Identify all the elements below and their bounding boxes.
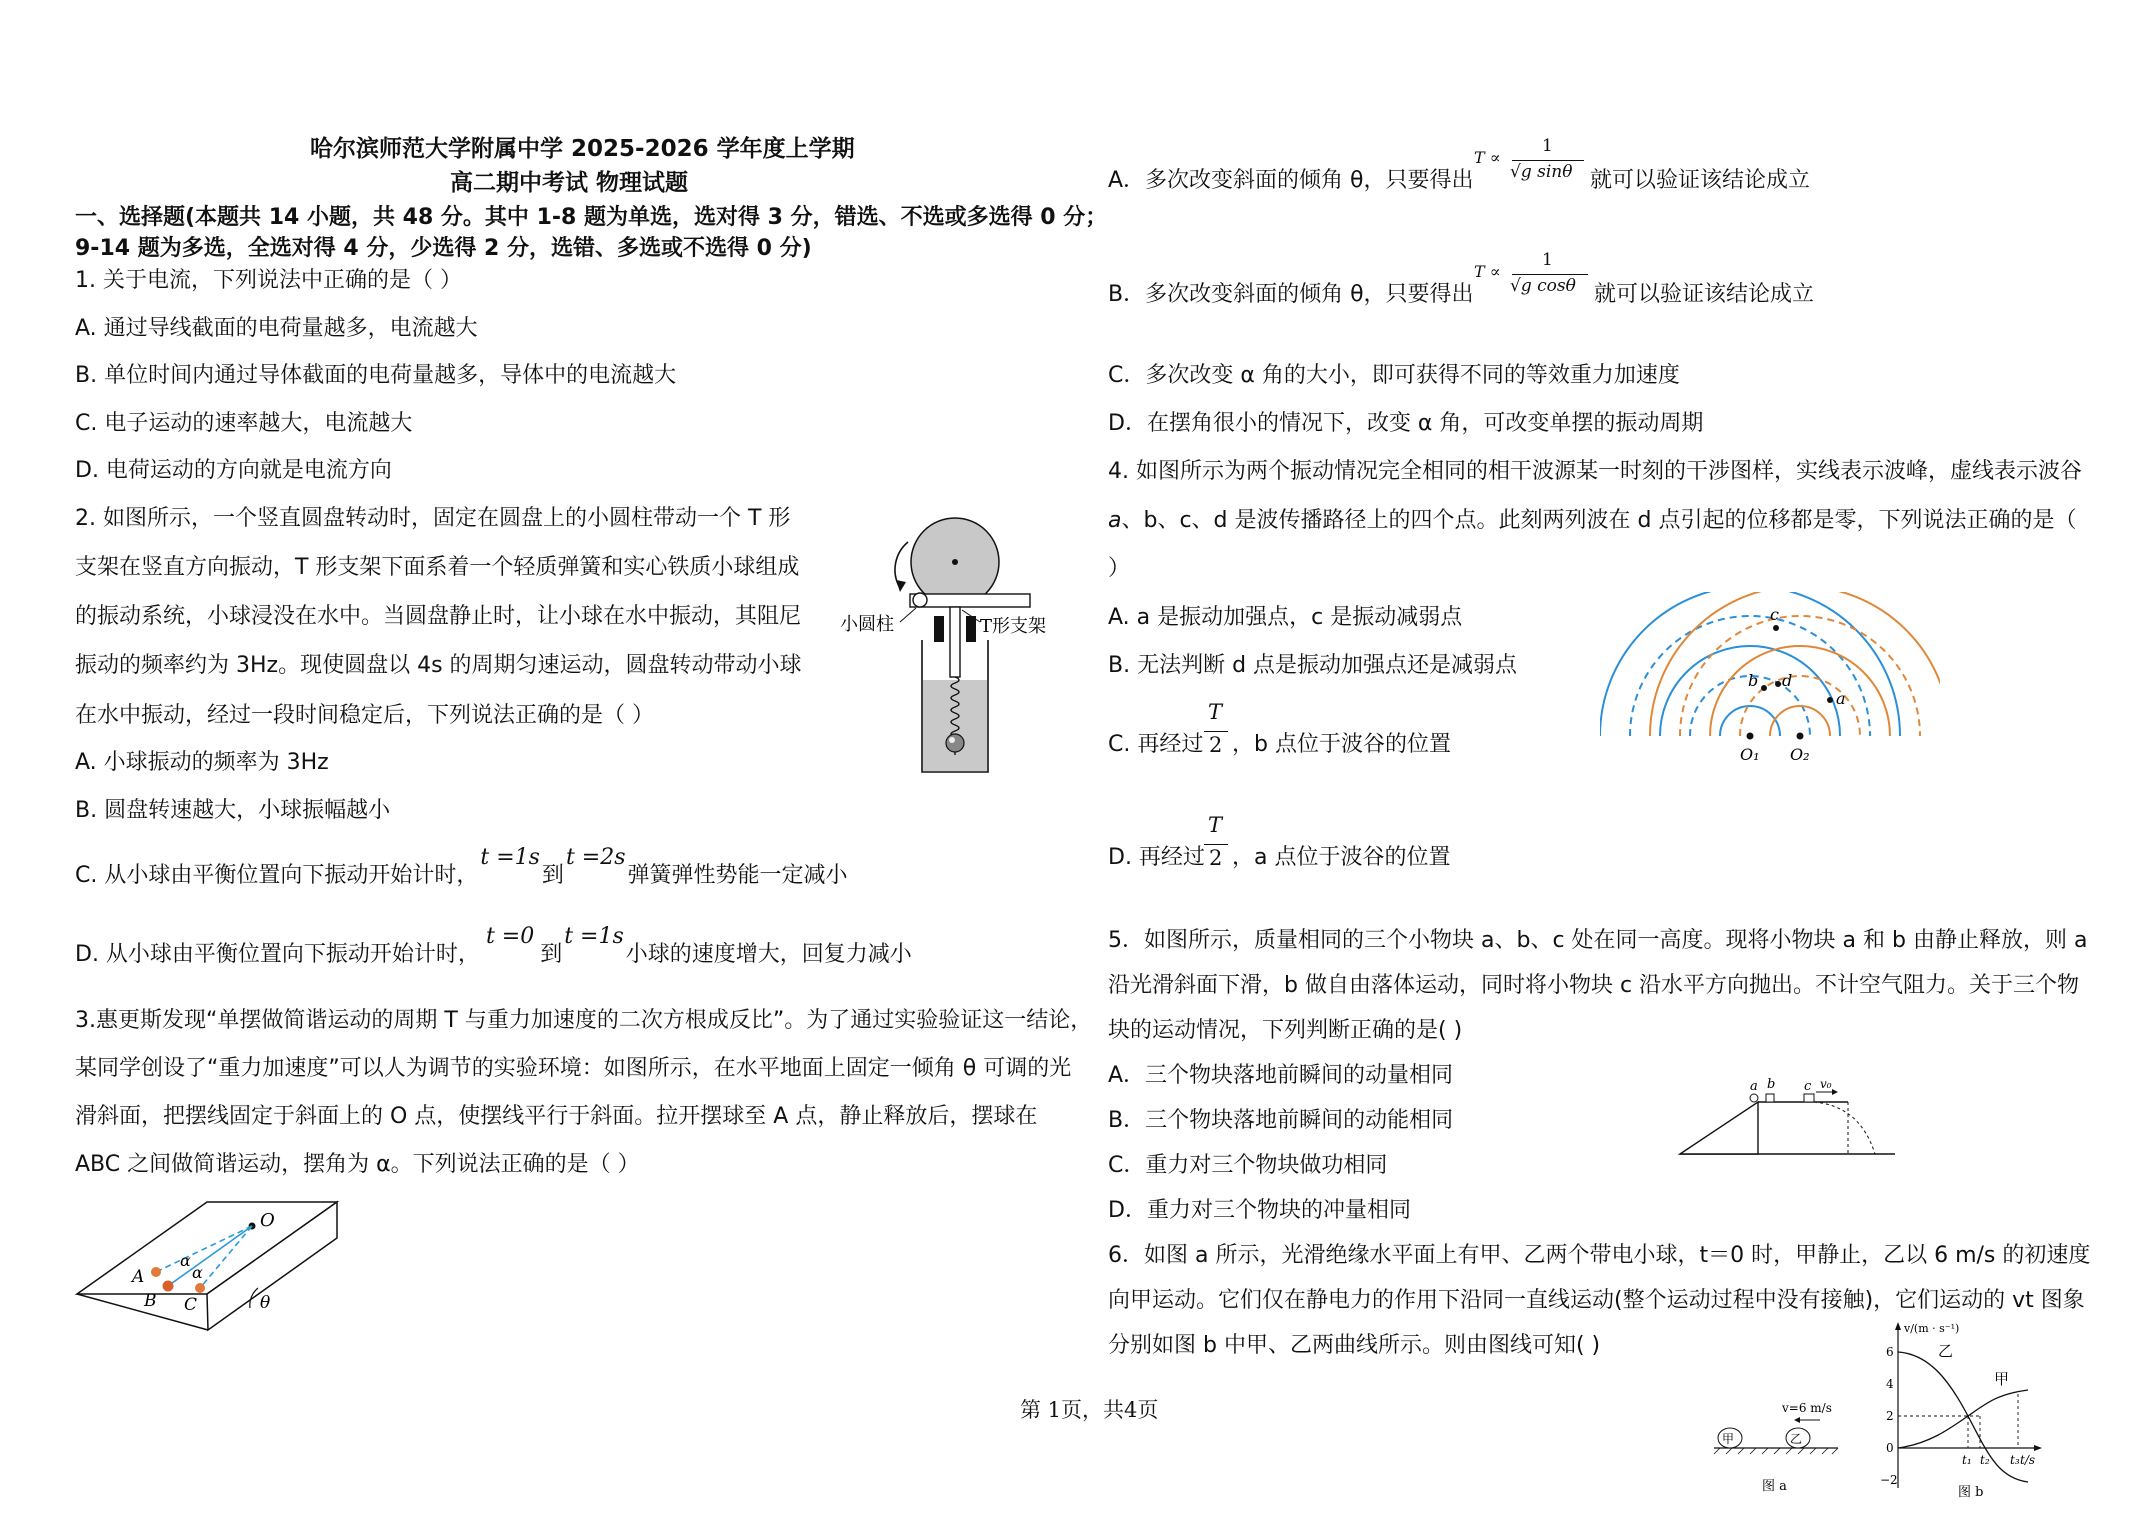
q3-option-a-tail: 就可以验证该结论成立 [1590,168,1811,193]
tick-label-2: 2 [1886,1409,1894,1423]
q2-option-c-rest: 弹簧弹性势能一定减小 [627,863,848,888]
label-a: A [132,1267,145,1287]
label-block-a: a [1750,1079,1758,1094]
q4-option-b: B. 无法判断 d 点是振动加强点还是减弱点 [1108,653,1518,678]
label-o2: O₂ [1790,745,1810,764]
q4-stem-line2 [1108,506,2076,536]
q6-figure-a [1712,1398,1842,1496]
label-block-c: c [1804,1079,1812,1094]
bob-at-c [195,1283,205,1293]
q3-option-b-formula [1474,248,1594,312]
q3-incline-pendulum-figure [72,1190,342,1340]
school-title: 哈尔滨师范大学附属中学 2025-2026 学年度上学期 [310,136,855,162]
q4-option-c-tail: ，b 点位于波谷的位置 [1232,732,1451,757]
q2-stem-line1: 2. 如图所示，一个竖直圆盘转动时，固定在圆盘上的小圆柱带动一个 T 形 [75,506,791,531]
ball-highlight [949,737,955,743]
q6-stem-line3: 分别如图 b 中甲、乙两曲线所示。则由图线可知( ) [1108,1333,1601,1358]
q3-stem-line1: 3.惠更斯发现“单摆做简谐运动的周期 T 与重力加速度的二次方根成反比”。为了通过实验验证这一结论， [75,1008,1093,1033]
point-c [1773,625,1779,631]
q1-option-c: C. 电子运动的速率越大，电流越大 [75,411,413,436]
q4-interference-figure [1600,592,1940,768]
point-d [1775,681,1781,687]
formula-a-numerator: 1 [1542,136,1553,156]
label-leader-cylinder [900,608,916,622]
label-alpha-1: α [180,1251,191,1270]
o1-crest-2 [1660,646,1840,736]
label-small-cylinder: 小圆柱 [840,614,894,635]
caption-figure-b: 图 b [1958,1485,1984,1500]
label-point-a: a [1836,689,1846,708]
q3-option-a [1108,166,1474,196]
label-curve-jia: 甲 [1994,1370,2010,1388]
label-o1: O₁ [1740,745,1760,764]
q3-stem-line3: 滑斜面，把摆线固定于斜面上的 O 点，使摆线平行于斜面。拉开摆球至 A 点，静止释放后，摆球在 [75,1104,1038,1129]
point-b [1761,685,1767,691]
label-b: B [144,1291,157,1311]
q3-stem-line2: 某同学创设了“重力加速度”可以人为调节的实验环境：如图所示，在水平地面上固定一倾角 θ 可调的光 [75,1056,1072,1081]
block-b [1766,1094,1774,1102]
q5-stem-line1: 5．如图所示，质量相同的三个小物块 a、b、c 处在同一高度。现将小物块 a 和 b 由静止释放，则 a [1108,928,2088,953]
tick-label-t1: t₁ [1962,1453,1972,1467]
caption-figure-a: 图 a [1762,1479,1787,1494]
tick-label-4: 4 [1886,1377,1894,1391]
smooth-incline [1680,1102,1758,1154]
guide-right [966,616,976,642]
q1-option-d: D. 电荷运动的方向就是电流方向 [75,458,392,483]
q5-option-d: D．重力对三个物块的冲量相同 [1108,1198,1411,1223]
tick-label-t3: t₃ [2010,1453,2020,1467]
formula-a-lhs: T ∝ [1474,148,1501,167]
q1-option-b: B. 单位时间内通过导体截面的电荷量越多，导体中的电流越大 [75,363,677,388]
arrowhead-icon [896,580,906,592]
o2-trough-2 [1680,616,1920,736]
v0-arrowhead-icon [1832,1089,1838,1095]
label-point-b: b [1748,671,1759,690]
q2-stem-line4: 振动的频率约为 3Hz。现使圆盘以 4s 的周期匀速运动，圆盘转动带动小球 [75,653,802,678]
q2-option-d-rest: 小球的速度增大，回复力减小 [625,942,912,967]
q4-option-a: A. a 是振动加强点，c 是振动减弱点 [1108,605,1463,630]
q3-stem-line4: ABC 之间做简谐运动，摆角为 α。下列说法正确的是（ ） [75,1152,640,1177]
velocity-arrowhead-icon [1794,1417,1800,1423]
q2-stem-line3: 的振动系统，小球浸没在水中。当圆盘静止时，让小球在水中振动，其阻尼 [75,604,802,629]
q1-stem: 1. 关于电流，下列说法中正确的是（ ） [75,268,462,293]
formula-a-fraction-bar [1512,160,1584,161]
tick-label-6: 6 [1886,1345,1894,1359]
t-frame-rod [950,607,960,677]
label-point-d: d [1782,671,1793,690]
label-theta: θ [260,1293,271,1313]
q2-option-c-to: 到 [541,863,564,888]
t-axis-arrow-icon [2034,1445,2042,1451]
v-axis-label: v/(m · s⁻¹) [1904,1322,1960,1335]
q2-option-c-t2: t =2s [565,845,626,870]
q3-option-d: D．在摆角很小的情况下，改变 α 角，可改变单摆的振动周期 [1108,411,1704,436]
fraction-c-denominator: 2 [1209,733,1223,757]
label-o: O [260,1210,275,1231]
tick-label-0: 0 [1886,1441,1894,1455]
q2-option-c-t1: t =1s [480,845,540,870]
q2-stem-line2: 支架在竖直方向振动，T 形支架下面系着一个轻质弹簧和实心铁质小球组成 [75,555,800,580]
q5-option-a: A．三个物块落地前瞬间的动量相同 [1108,1063,1454,1088]
q5-stem-line3: 块的运动情况，下列判断正确的是( ) [1108,1018,1463,1043]
q4-option-d: D. 再经过 [1108,845,1205,870]
fraction-c-numerator: T [1208,700,1223,724]
exam-title: 高二期中考试 物理试题 [450,170,689,196]
o2-crest-2 [1710,646,1890,736]
q5-stem-line2: 沿光滑斜面下滑，b 做自由落体运动，同时将小物块 c 沿水平方向抛出。不计空气阻力。关于三个物 [1108,973,2080,998]
q6-stem-line1: 6．如图 a 所示，光滑绝缘水平面上有甲、乙两个带电小球，t＝0 时，甲静止，乙以 6 m/s 的初速度 [1108,1243,2091,1268]
fraction-d-denominator: 2 [1209,846,1223,870]
q3-option-a-text: A．多次改变斜面的倾角 θ，只要得出 [1108,168,1474,193]
q4-option-c-fraction [1204,700,1230,764]
q2-option-d-t2: t =1s [564,924,624,949]
label-c: C [184,1295,198,1315]
bob-at-a [151,1267,161,1277]
q4-option-c: C. 再经过 [1108,732,1204,757]
platform-outline [1758,1102,1848,1154]
v-axis-arrow-icon [1895,1322,1901,1330]
tick-label-t2: t₂ [1980,1453,1990,1467]
bob-at-b [163,1281,174,1292]
fraction-d-numerator: T [1208,813,1223,837]
label-curve-yi: 乙 [1938,1342,1954,1360]
q2-disk-spring-figure [830,510,1070,785]
o2-crest-3 [1650,592,1940,736]
q4-stem-line3: ） [1108,556,1131,581]
block-a [1750,1094,1758,1102]
section-instructions-line1: 一、选择题(本题共 14 小题，共 48 分。其中 1-8 题为单选，选对得 3 分，错选、不选或多选得 0 分； [75,205,1108,230]
disk-axle [952,559,958,565]
page-number: 第 1页，共4页 [1020,1398,1159,1422]
formula-b-numerator: 1 [1542,250,1553,270]
q2-option-d-text: D. 从小球由平衡位置向下振动开始计时， [75,942,480,967]
q5-option-b: B．三个物块落地前瞬间的动能相同 [1108,1108,1454,1133]
q2-option-c [75,845,848,891]
q6-figure-b-vt-graph [1868,1318,2058,1500]
q4-option-d-fraction [1204,813,1230,877]
projectile-path [1814,1102,1875,1154]
surface-hatching [1714,1448,1838,1454]
source-o2 [1797,733,1804,740]
q4-stem-a: a [1108,508,1122,533]
small-cylinder [913,593,927,607]
iron-ball [946,734,964,752]
q5-option-c: C．重力对三个物块做功相同 [1108,1153,1388,1178]
q3-option-c: C．多次改变 α 角的大小，即可获得不同的等效重力加速度 [1108,363,1680,388]
guide-left [934,616,944,642]
section-instructions-line2: 9-14 题为多选，全选对得 4 分，少选得 2 分，选错、多选或不选得 0 分) [75,236,812,261]
q4-stem-line2-rest: 、b、c、d 是波传播路径上的四个点。此刻两列波在 d 点引起的位移都是零，下列说法正确的是（ [1121,508,2077,533]
q5-three-blocks-figure [1670,1078,1900,1160]
fraction-d-bar [1204,844,1228,845]
formula-b-fraction-bar [1512,274,1588,275]
formula-a-denominator: √g sinθ [1510,162,1573,182]
label-t-frame: T形支架 [980,616,1047,637]
q3-option-b-tail: 就可以验证该结论成立 [1594,282,1815,307]
point-a [1827,697,1833,703]
label-block-b: b [1767,1078,1776,1092]
q1-option-a: A. 通过导线截面的电荷量越多，电流越大 [75,316,478,341]
q2-option-d-t1: t =0 [485,924,535,949]
q4-option-d-tail: ，a 点位于波谷的位置 [1232,845,1451,870]
curve-jia [1898,1390,2028,1448]
label-initial-speed: v=6 m/s [1782,1401,1832,1415]
q4-stem-line1: 4. 如图所示为两个振动情况完全相同的相干波源某一时刻的干涉图样，实线表示波峰，虚线表示波谷 [1108,459,2082,484]
q2-option-c-text: C. 从小球由平衡位置向下振动开始计时， [75,863,479,888]
q2-option-d [75,924,912,970]
q2-option-b: B. 圆盘转速越大，小球振幅越小 [75,798,391,823]
q3-option-b: B．多次改变斜面的倾角 θ，只要得出 [1108,282,1474,307]
label-point-c: c [1770,605,1779,624]
formula-b-denominator: √g cosθ [1510,276,1576,296]
t-axis-label: t/s [2020,1453,2036,1467]
q2-option-d-to: 到 [540,942,563,967]
q2-stem-line5: 在水中振动，经过一段时间稳定后，下列说法正确的是（ ） [75,703,654,728]
q2-option-a: A. 小球振动的频率为 3Hz [75,750,329,775]
fraction-c-bar [1204,731,1228,732]
t-frame-bar [910,594,1030,607]
label-alpha-2: α [192,1263,203,1282]
tick-label-minus-2: −2 [1880,1473,1898,1487]
q6-stem-line2: 向甲运动。它们仅在静电力的作用下沿同一直线运动(整个运动过程中没有接触)，它们运动的 vt 图象 [1108,1288,2085,1313]
label-ball-yi: 乙 [1790,1432,1803,1446]
label-ball-jia: 甲 [1722,1432,1735,1446]
source-o1 [1747,733,1754,740]
q3-option-a-formula [1474,136,1590,200]
formula-b-lhs: T ∝ [1474,262,1501,281]
block-c [1804,1094,1814,1102]
label-v0: v₀ [1820,1078,1832,1091]
